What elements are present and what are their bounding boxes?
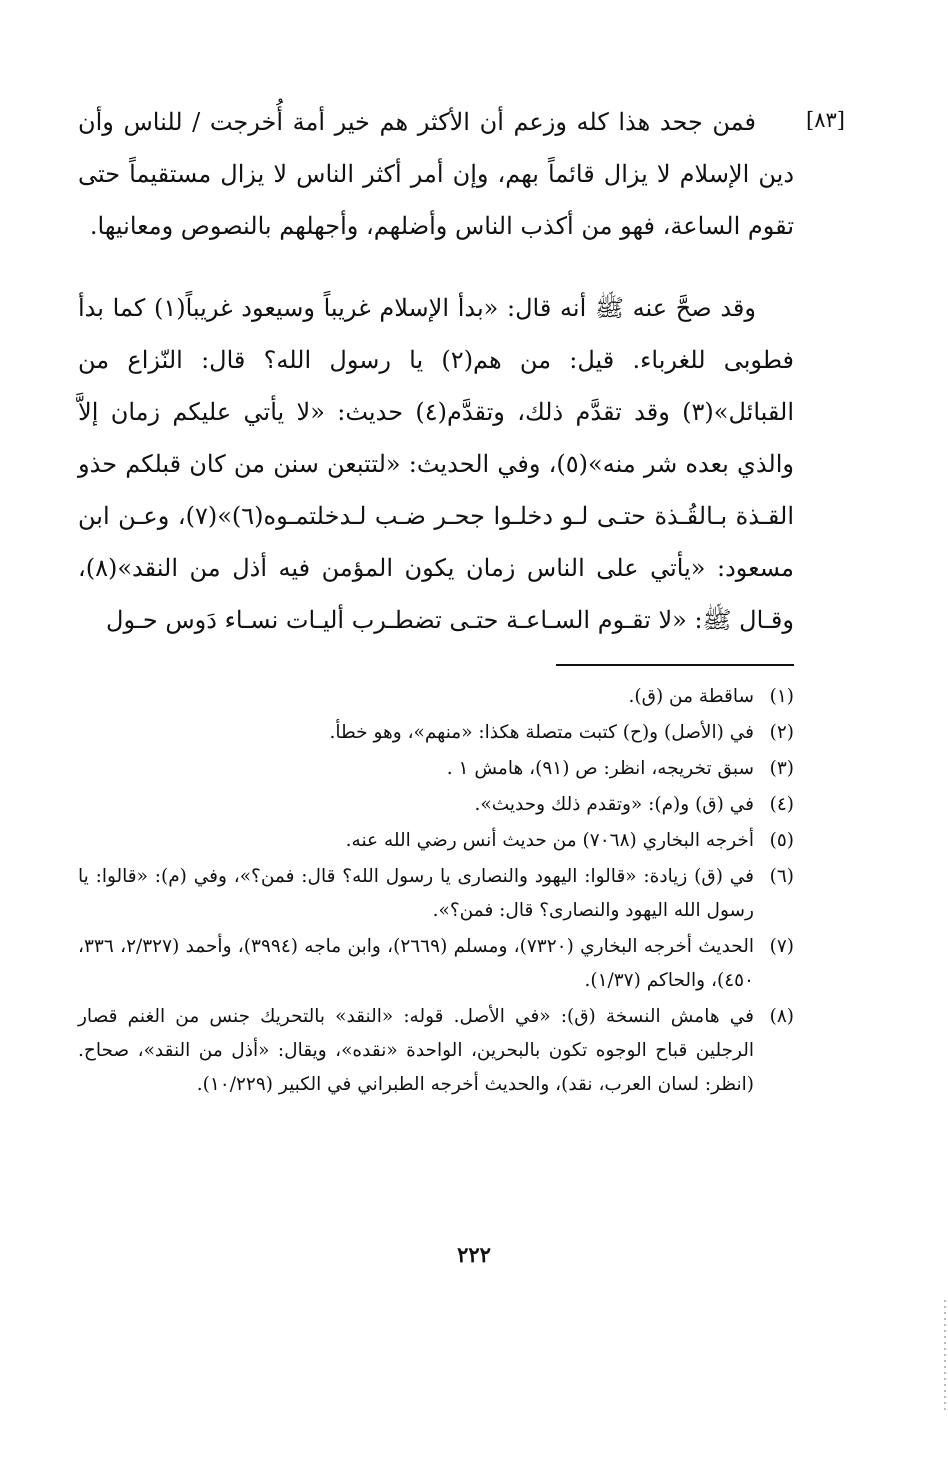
page-edge-shadow: [944, 1300, 946, 1410]
page-body: [78, 96, 794, 1104]
footnote-5: [78, 824, 794, 858]
footnote-number: (٨): [769, 1006, 794, 1027]
paragraph-1-text: فمن جحد هذا كله وزعم أن الأكثر هم خير أمة أُخرجت / للناس وأن دين الإسلام لا يزال قائماً بهم، وإن أمر أكثر الناس لا يزال مستقيماً حتى تقوم الساعة، فهو من أكذب الناس وأضلهم، وأجهلهم بالنصوص ومعانيها.: [78, 108, 794, 240]
footnote-number: (٤): [769, 794, 794, 815]
footnotes-list: [78, 680, 794, 1102]
footnote-3: [78, 752, 794, 786]
footnote-text: سبق تخريجه، انظر: ص (٩١)، هامش ١ .: [446, 758, 754, 779]
page-number: ٢٢٢: [457, 1242, 491, 1267]
footnote-text: في (ق) و(م): «وتقدم ذلك وحديث».: [474, 794, 754, 815]
paragraph-1: [78, 96, 794, 252]
paragraph-2: [78, 282, 794, 646]
footnote-text: في (ق) زيادة: «قالوا: اليهود والنصارى يا رسول الله؟ قال: فمن؟»، وفي (م): «قالوا: يا رسول الله اليهود والنصارى؟ قال: فمن؟».: [78, 866, 754, 921]
footnote-number: (٢): [769, 722, 794, 743]
footnote-number: (٣): [769, 758, 794, 779]
footnote-text: ساقطة من (ق).: [628, 686, 754, 707]
paragraph-2-text: وقد صحَّ عنه ﷺ أنه قال: «بدأ الإسلام غريباً وسيعود غريباً(١) كما بدأ فطوبى للغرباء. قيل: من هم(٢) يا رسول الله؟ قال: النّزاع من القبائل»(٣) وقد تقدَّم ذلك، وتقدَّم(٤) حديث: «لا يأتي عليكم زمان إلاَّ والذي بعده شر منه»(٥)، وفي الحديث: «لتتبعن سنن من كان قبلكم حذو القـذة بـالقُـذة حتـى لـو دخلـوا جحـر ضـب لـدخلتمـوه(٦)»(٧)، وعـن ابن مسعود: «يأتي على الناس زمان يكون المؤمن فيه أذل من النقد»(٨)، وقـال ﷺ: «لا تقـوم السـاعـة حتـى تضطـرب أليـات نسـاء دَوس حـول: [78, 294, 794, 634]
footnote-text: الحديث أخرجه البخاري (٧٣٢٠)، ومسلم (٢٦٦٩)، وابن ماجه (٣٩٩٤)، وأحمد (٢/٣٢٧، ٣٣٦، ٤٥٠)، والحاكم (١/٣٧).: [78, 936, 755, 991]
footnote-7: [78, 930, 794, 998]
footnote-text: أخرجه البخاري (٧٠٦٨) من حديث أنس رضي الله عنه.: [345, 830, 754, 851]
footnote-number: (٥): [769, 830, 794, 851]
footnote-4: [78, 788, 794, 822]
footnote-text: في (الأصل) و(ح) كتبت متصلة هكذا: «منهم»، وهو خطأ.: [329, 722, 754, 743]
footnote-6: [78, 860, 794, 928]
footnote-number: (١): [769, 686, 794, 707]
footnote-8: [78, 1000, 794, 1102]
footnote-1: [78, 680, 794, 714]
footnote-number: (٦): [769, 866, 794, 887]
footnote-divider: [556, 664, 794, 666]
margin-page-marker: [٨٣]: [806, 108, 845, 132]
footnote-2: [78, 716, 794, 750]
footnote-text: في هامش النسخة (ق): «في الأصل. قوله: «النقد» بالتحريك جنس من الغنم قصار الرجلين قباح الوجوه تكون بالبحرين، الواحدة «نقده»، ويقال: «أذل من النقد»، صحاح. (انظر: لسان العرب، نقد)، والحديث أخرجه الطبراني في الكبير (١٠/٢٢٩).: [78, 1006, 754, 1095]
footnote-number: (٧): [769, 936, 794, 957]
